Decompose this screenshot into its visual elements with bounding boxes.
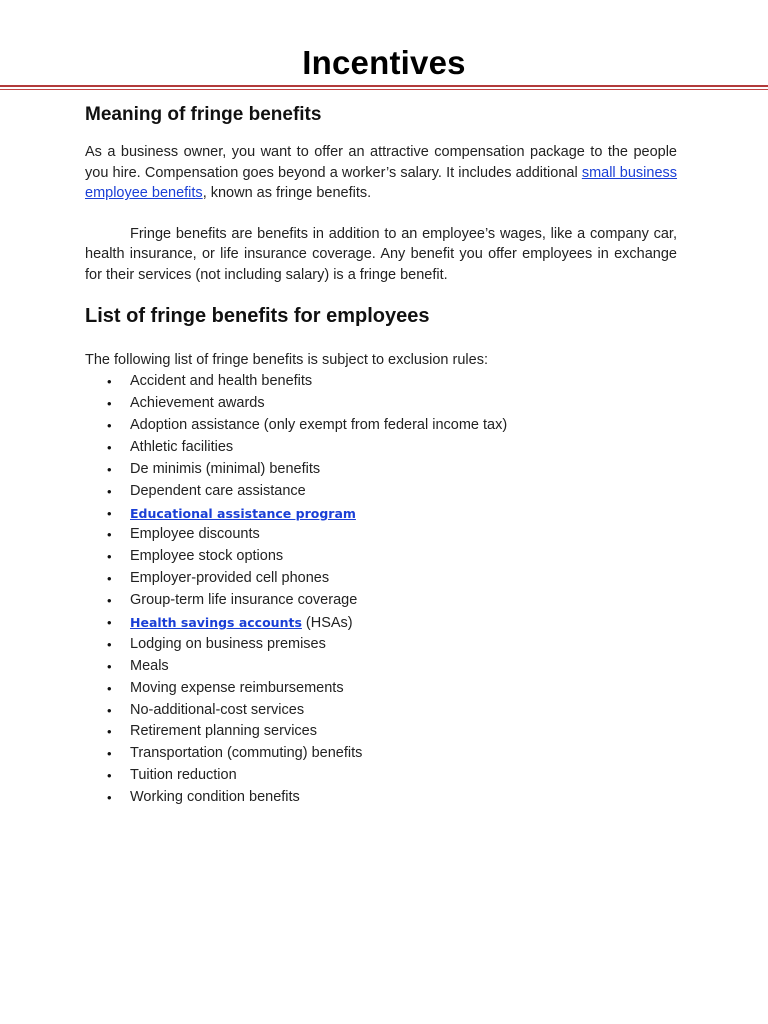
list-item-text: No-additional-cost services — [130, 701, 305, 718]
list-item-text: Moving expense reimbursements — [130, 679, 344, 696]
fringe-benefits-list — [85, 371, 677, 809]
title-divider-thin — [0, 89, 768, 90]
bullet-icon: • — [107, 505, 112, 521]
paragraph-fringe-definition: Fringe benefits are benefits in addition to an employee’s wages, like a company car, health insurance, or life insurance coverage. Any benefit you offer employees in exchange for their services (not including salary) is a fringe benefit. — [85, 225, 677, 283]
list-item — [85, 503, 677, 525]
list-intro: The following list of fringe benefits is subject to exclusion rules: — [85, 351, 488, 368]
list-item-text: Transportation (commuting) benefits — [130, 745, 363, 762]
bullet-icon: • — [107, 483, 112, 499]
list-item — [85, 743, 677, 765]
bullet-icon: • — [107, 549, 112, 565]
list-item — [85, 415, 677, 437]
list-item-link[interactable]: Health savings accounts — [130, 614, 302, 630]
list-item — [85, 590, 677, 612]
section-heading-meaning: Meaning of fringe benefits — [85, 104, 322, 125]
small-business-benefits-link[interactable]: small business employee benefits — [85, 164, 678, 202]
list-item — [85, 656, 677, 678]
document-body — [85, 104, 677, 809]
bullet-icon: • — [107, 593, 112, 609]
list-item — [85, 568, 677, 590]
list-item-text: Athletic facilities — [130, 438, 234, 455]
list-item — [85, 678, 677, 700]
list-item — [85, 481, 677, 503]
paragraph-compensation — [85, 142, 677, 204]
bullet-icon: • — [107, 680, 112, 696]
bullet-icon: • — [107, 439, 112, 455]
bullet-icon: • — [107, 374, 112, 390]
list-item-text: Tuition reduction — [130, 767, 237, 784]
bullet-icon: • — [107, 396, 112, 412]
list-item-text: Employer-provided cell phones — [130, 570, 330, 587]
bullet-icon: • — [107, 417, 112, 433]
list-item-text: Achievement awards — [130, 395, 265, 412]
paragraph-compensation-text: As a business owner, you want to offer an attractive compensation package to the people you hire. Compensation goes beyond a worker’s salary. It includes additional — [85, 144, 677, 181]
bullet-icon: • — [107, 768, 112, 784]
list-item — [85, 700, 677, 722]
list-item — [85, 546, 677, 568]
list-item-text: Dependent care assistance — [130, 482, 306, 499]
list-item-text: Adoption assistance (only exempt from federal income tax) — [130, 416, 508, 433]
bullet-icon: • — [107, 614, 112, 630]
list-item — [85, 787, 677, 809]
list-item — [85, 437, 677, 459]
bullet-icon: • — [107, 746, 112, 762]
list-item-text: Lodging on business premises — [130, 635, 326, 652]
title-divider-thick — [0, 85, 768, 87]
section-heading-list: List of fringe benefits for employees — [85, 304, 430, 327]
list-item — [85, 371, 677, 393]
bullet-icon: • — [107, 571, 112, 587]
bullet-icon: • — [107, 724, 112, 740]
list-item-text: Employee discounts — [130, 526, 260, 543]
list-item — [85, 634, 677, 656]
list-item — [85, 765, 677, 787]
list-item — [85, 721, 677, 743]
list-item-text: Retirement planning services — [130, 723, 317, 740]
bullet-icon: • — [107, 636, 112, 652]
title-divider — [0, 85, 768, 91]
page-title: Incentives — [302, 44, 466, 81]
bullet-icon: • — [107, 790, 112, 806]
list-item-suffix: (HSAs) — [301, 614, 353, 631]
bullet-icon: • — [107, 527, 112, 543]
list-item-link[interactable]: Educational assistance program — [130, 505, 356, 521]
bullet-icon: • — [107, 658, 112, 674]
list-item-text: Accident and health benefits — [130, 373, 313, 390]
list-item — [85, 459, 677, 481]
list-item-text: Meals — [130, 657, 169, 674]
bullet-icon: • — [107, 461, 112, 477]
list-item-text: Employee stock options — [130, 548, 284, 565]
list-item-text: Group-term life insurance coverage — [130, 592, 358, 609]
bullet-icon: • — [107, 702, 112, 718]
list-item — [85, 612, 677, 634]
list-item-text: Working condition benefits — [130, 789, 300, 806]
list-item — [85, 393, 677, 415]
list-item-text: De minimis (minimal) benefits — [130, 460, 321, 477]
paragraph-compensation-tail: , known as fringe benefits. — [202, 185, 372, 202]
list-item — [85, 524, 677, 546]
